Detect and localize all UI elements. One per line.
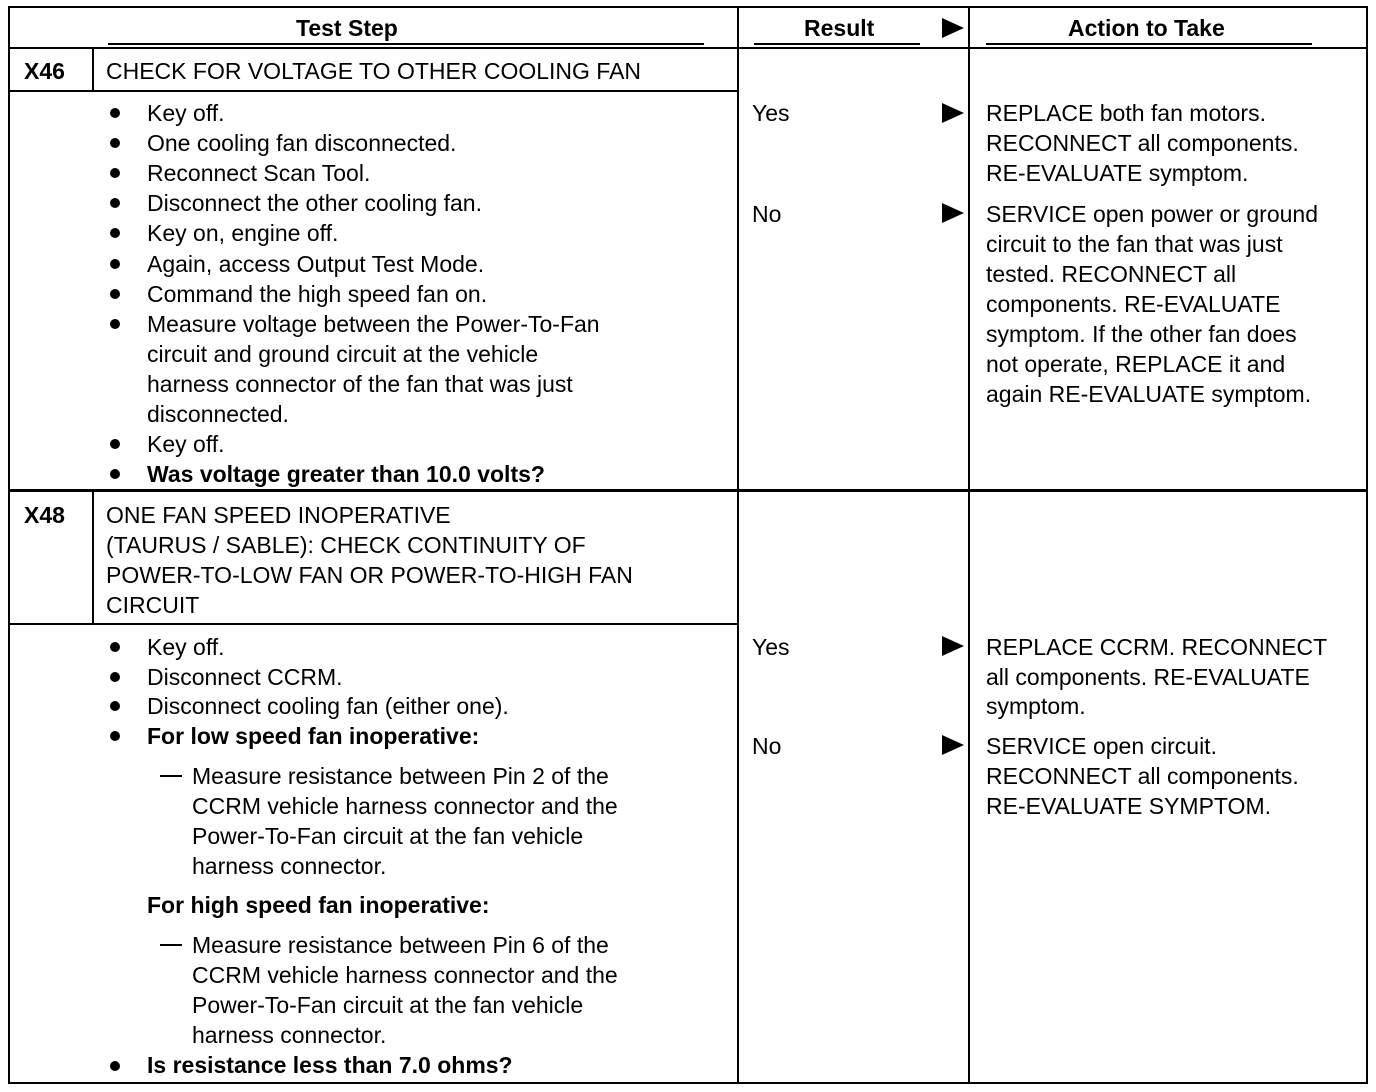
bullet-icon (110, 289, 120, 299)
step-line: Disconnect cooling fan (either one). (147, 693, 509, 719)
bullet-icon (110, 439, 120, 449)
result-yes: Yes (752, 100, 790, 126)
step-line: Disconnect CCRM. (147, 664, 343, 690)
step-line: circuit and ground circuit at the vehicle (147, 341, 539, 367)
arrow-icon (942, 636, 964, 656)
bullet-icon (110, 731, 120, 741)
action-line: circuit to the fan that was just (986, 231, 1283, 257)
step-line: Disconnect the other cooling fan. (147, 190, 482, 216)
step-line: CCRM vehicle harness connector and the (192, 962, 618, 988)
step-subheading: For low speed fan inoperative: (147, 723, 480, 749)
bullet-icon (110, 469, 120, 479)
bullet-icon (110, 1061, 120, 1071)
bullet-icon (110, 138, 120, 148)
bullet-icon (110, 672, 120, 682)
row-divider (8, 489, 1368, 492)
bullet-icon (110, 259, 120, 269)
step-id: X46 (24, 58, 65, 84)
x48-title-underline (8, 623, 737, 625)
step-line: Key off. (147, 431, 225, 457)
step-line: Command the high speed fan on. (147, 281, 488, 307)
header-bottom-line (8, 47, 1368, 49)
step-line: Reconnect Scan Tool. (147, 160, 371, 186)
step-line: disconnected. (147, 401, 289, 427)
table-left-border (8, 6, 10, 1084)
arrow-icon (942, 203, 964, 223)
step-line: Key on, engine off. (147, 220, 339, 246)
bullet-icon (110, 108, 120, 118)
header-action-underline (986, 43, 1312, 45)
table-top-border (8, 6, 1368, 8)
column-divider-result (737, 6, 739, 1084)
action-line: REPLACE both fan motors. (986, 100, 1266, 126)
step-title-line: (TAURUS / SABLE): CHECK CONTINUITY OF (106, 532, 586, 558)
action-line: RE-EVALUATE SYMPTOM. (986, 793, 1271, 819)
header-result: Result (804, 15, 875, 41)
header-test-step: Test Step (296, 15, 398, 41)
step-line: Again, access Output Test Mode. (147, 251, 485, 277)
arrow-icon (942, 103, 964, 123)
result-no: No (752, 201, 782, 227)
step-title-line: ONE FAN SPEED INOPERATIVE (106, 502, 451, 528)
header-result-underline (754, 43, 920, 45)
action-line: all components. RE-EVALUATE (986, 664, 1310, 690)
x46-title-underline (8, 90, 737, 92)
step-line: harness connector. (192, 1022, 387, 1048)
step-subheading: For high speed fan inoperative: (147, 892, 490, 918)
step-line: Measure voltage between the Power-To-Fan (147, 311, 600, 337)
action-line: REPLACE CCRM. RECONNECT (986, 634, 1328, 660)
action-line: components. RE-EVALUATE (986, 291, 1281, 317)
result-no: No (752, 733, 782, 759)
step-line: harness connector of the fan that was just (147, 371, 573, 397)
step-line: Key off. (147, 100, 225, 126)
bullet-icon (110, 198, 120, 208)
action-line: symptom. If the other fan does (986, 321, 1297, 347)
bullet-icon (110, 319, 120, 329)
step-line: Power-To-Fan circuit at the fan vehicle (192, 992, 584, 1018)
step-line: Power-To-Fan circuit at the fan vehicle (192, 823, 584, 849)
step-line: Key off. (147, 634, 225, 660)
bullet-icon (110, 642, 120, 652)
action-line: not operate, REPLACE it and (986, 351, 1286, 377)
result-yes: Yes (752, 634, 790, 660)
step-question: Was voltage greater than 10.0 volts? (147, 461, 545, 487)
action-line: RECONNECT all components. (986, 130, 1299, 156)
column-divider-action (968, 6, 970, 1084)
table-bottom-border (8, 1082, 1368, 1084)
bullet-icon (110, 168, 120, 178)
step-title: CHECK FOR VOLTAGE TO OTHER COOLING FAN (106, 58, 642, 84)
step-line: Measure resistance between Pin 6 of the (192, 932, 609, 958)
step-line: Measure resistance between Pin 2 of the (192, 763, 609, 789)
x48-id-divider (92, 492, 94, 624)
table-right-border (1366, 6, 1368, 1084)
action-line: SERVICE open circuit. (986, 733, 1217, 759)
step-title-line: POWER-TO-LOW FAN OR POWER-TO-HIGH FAN (106, 562, 633, 588)
action-line: RE-EVALUATE symptom. (986, 160, 1249, 186)
dash-icon (160, 775, 182, 777)
header-arrow-icon (942, 18, 964, 38)
step-line: One cooling fan disconnected. (147, 130, 457, 156)
header-test-step-underline (108, 43, 704, 45)
action-line: SERVICE open power or ground (986, 201, 1318, 227)
dash-icon (160, 944, 182, 946)
bullet-icon (110, 228, 120, 238)
arrow-icon (942, 735, 964, 755)
step-line: harness connector. (192, 853, 387, 879)
step-id: X48 (24, 502, 65, 528)
header-action: Action to Take (1068, 15, 1225, 41)
step-title-line: CIRCUIT (106, 592, 200, 618)
step-line: CCRM vehicle harness connector and the (192, 793, 618, 819)
bullet-icon (110, 701, 120, 711)
x46-id-divider (92, 49, 94, 91)
action-line: symptom. (986, 693, 1086, 719)
action-line: tested. RECONNECT all (986, 261, 1237, 287)
action-line: RECONNECT all components. (986, 763, 1299, 789)
step-question: Is resistance less than 7.0 ohms? (147, 1052, 513, 1078)
action-line: again RE-EVALUATE symptom. (986, 381, 1312, 407)
